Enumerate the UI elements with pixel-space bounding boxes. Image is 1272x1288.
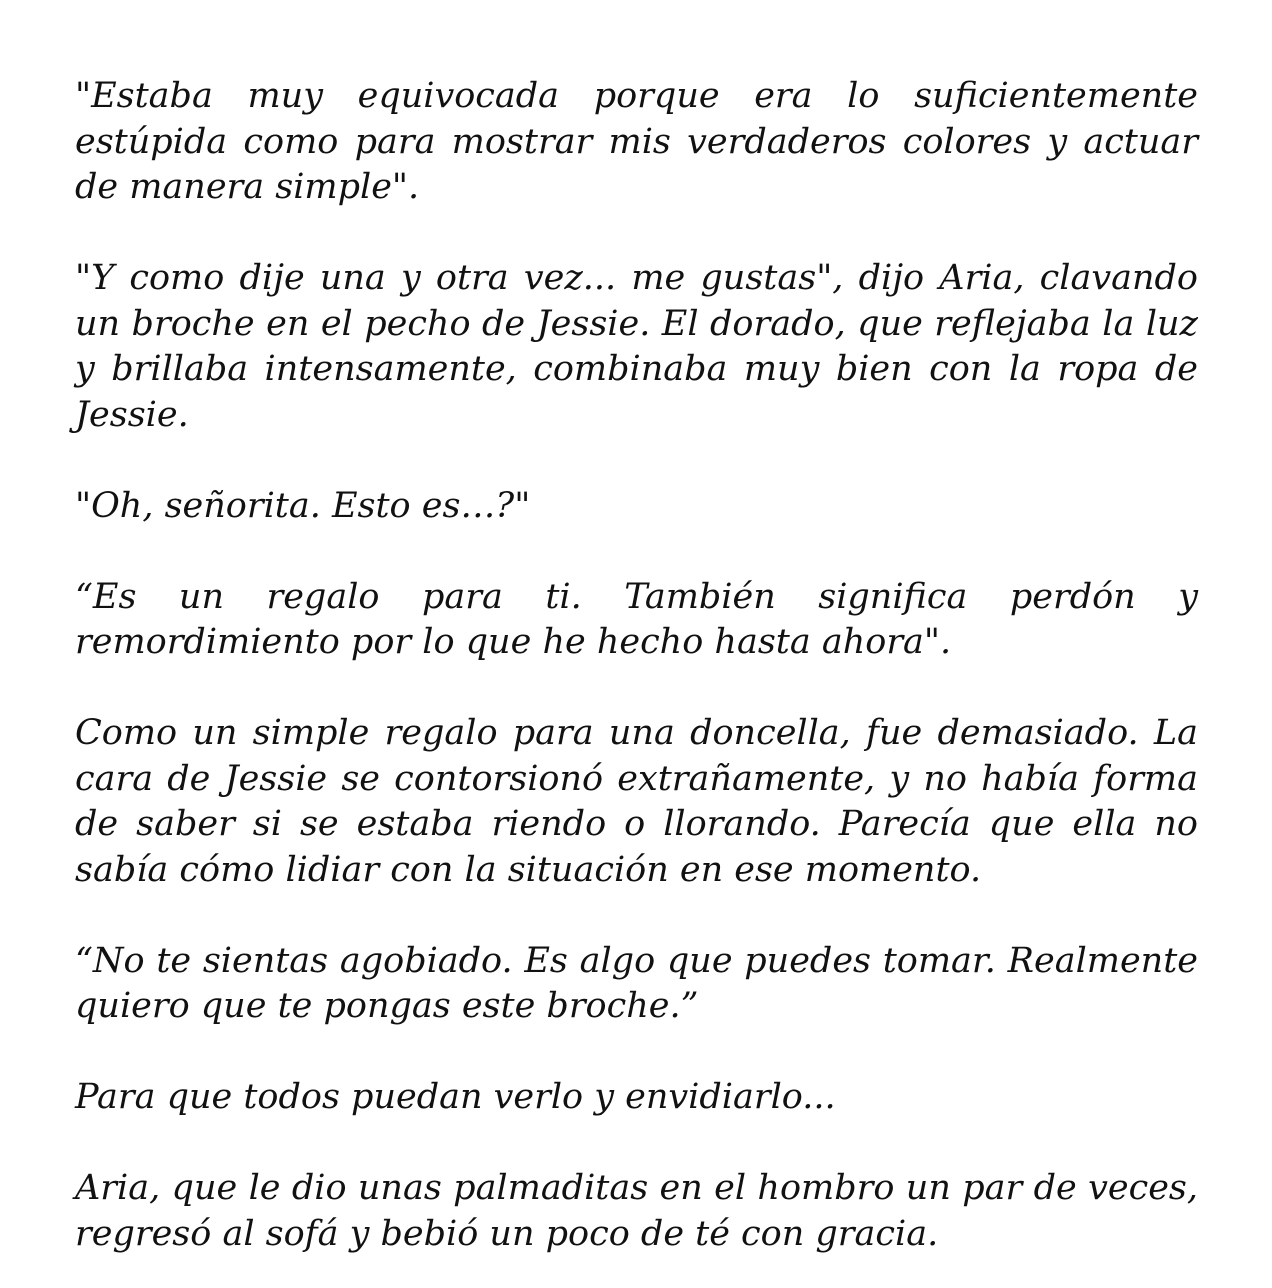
paragraph-5: Como un simple regalo para una doncella, fue demasiado. La cara de Jessie se contorsionó extrañamente, y no había forma de saber si se estaba riendo o llorando. Parecía que ella no sabía cómo lidiar con la situación en ese momento. xyxy=(75,713,1198,890)
paragraph-7: Para que todos puedan verlo y envidiarlo... xyxy=(75,1077,836,1117)
paragraph-3: "Oh, señorita. Esto es…?" xyxy=(75,485,531,526)
paragraph-8: Aria, que le dio unas palmaditas en el hombro un par de veces, regresó al sofá y bebió un poco de té con gracia. xyxy=(75,1168,1198,1254)
paragraph-6: “No te sientas agobiado. Es algo que puedes tomar. Realmente quiero que te pongas este broche.” xyxy=(75,940,1198,1026)
paragraph-2: "Y como dije una y otra vez... me gustas", dijo Aria, clavando un broche en el pecho de Jessie. El dorado, que reflejaba la luz y brillaba intensamente, combinaba muy bien con la ropa de Jessie. xyxy=(75,258,1198,435)
paragraph-1: "Estaba muy equivocada porque era lo suficientemente estúpida como para mostrar mis verdaderos colores y actuar de manera simple". xyxy=(75,76,1198,207)
paragraph-4: “Es un regalo para ti. También significa perdón y remordimiento por lo que he hecho hasta ahora". xyxy=(75,576,1198,662)
document-page xyxy=(75,74,1198,1257)
